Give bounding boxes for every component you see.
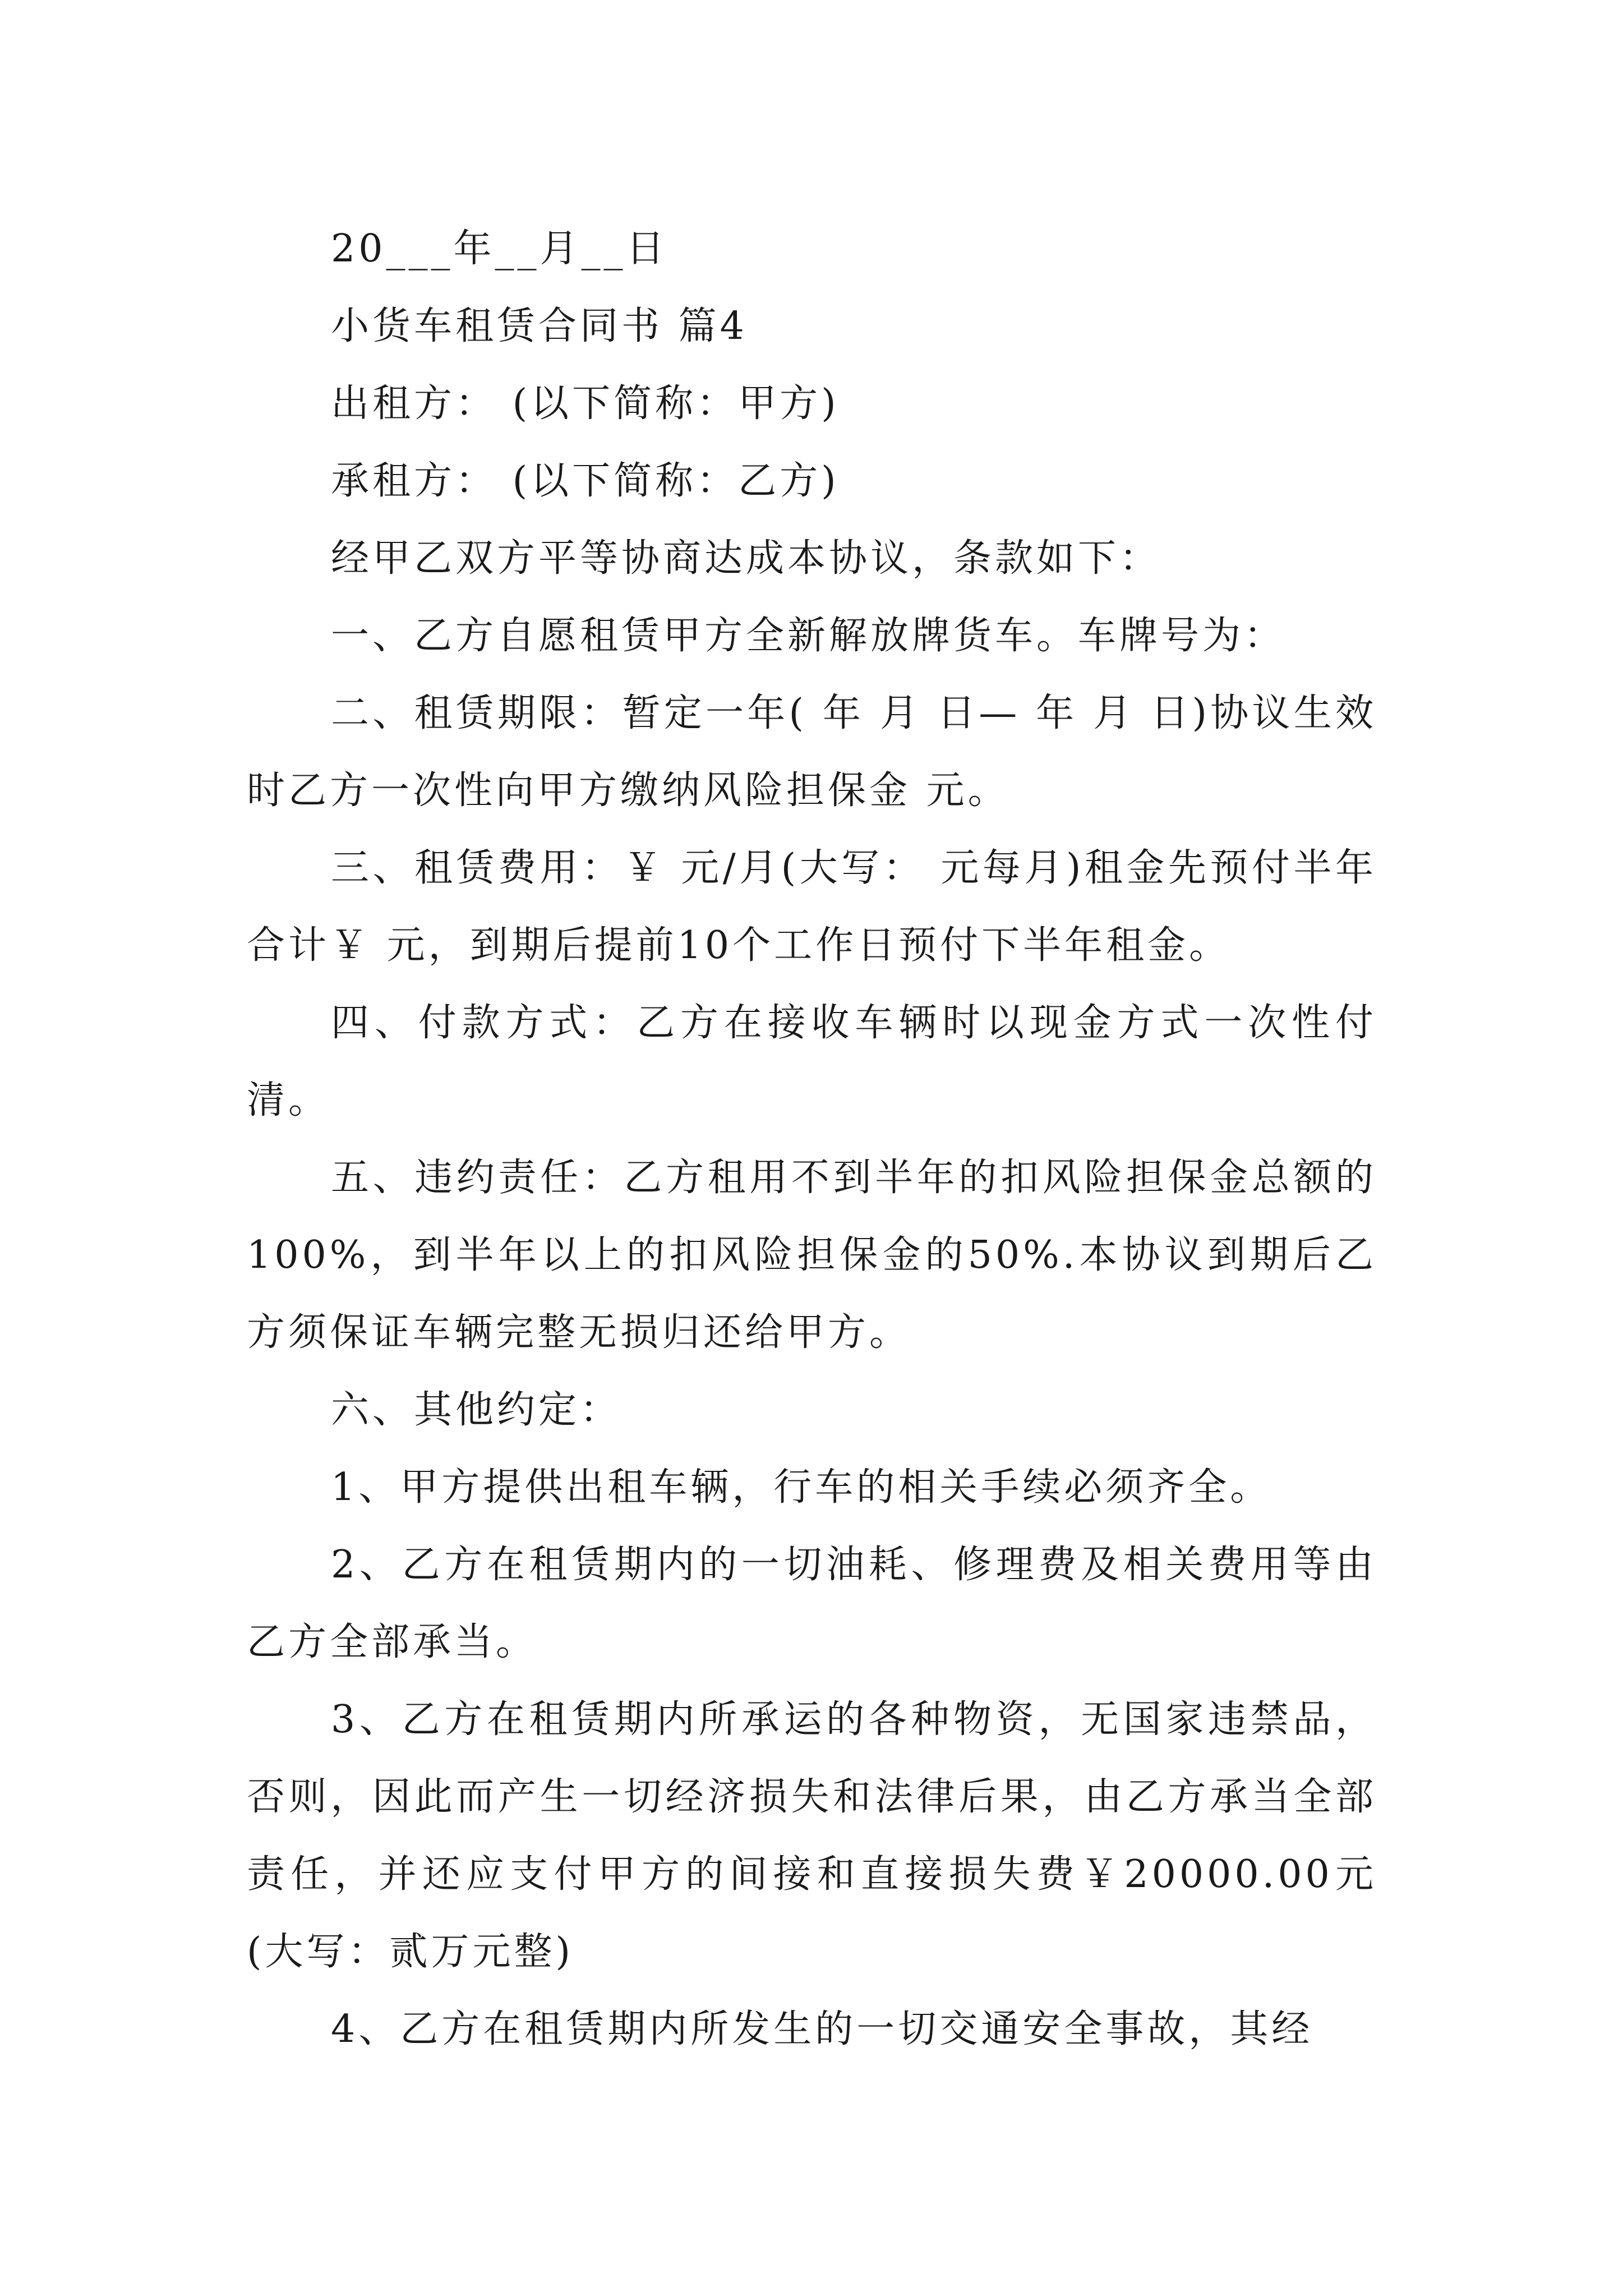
lessor-line: 出租方： (以下简称：甲方) xyxy=(331,381,840,426)
sub-clause-4: 4、乙方在租赁期内所发生的一切交通安全事故，其经 xyxy=(331,2007,1313,2051)
clause-4: 四、付款方式：乙方在接收车辆时以现金方式一次性付清。 xyxy=(247,1001,1377,1122)
sub-clause-1: 1、甲方提供出租车辆，行车的相关手续必须齐全。 xyxy=(331,1465,1272,1510)
clause-1: 一、乙方自愿租赁甲方全新解放牌货车。车牌号为： xyxy=(331,614,1286,658)
sub-clause-3: 3、乙方在租赁期内所承运的各种物资，无国家违禁品，否则，因此而产生一切经济损失和法律后果，由乙方承当全部责任，并还应支付甲方的间接和直接损失费￥20000.00元(大写：贰万元整) xyxy=(247,1697,1377,1974)
clause-5: 五、违约责任：乙方租用不到半年的扣风险担保金总额的100%，到半年以上的扣风险担保金的50%.本协议到期后乙方须保证车辆完整无损归还给甲方。 xyxy=(247,1156,1377,1355)
intro-paragraph: 经甲乙双方平等协商达成本协议，条款如下： xyxy=(331,536,1161,581)
lessee-line: 承租方： (以下简称：乙方) xyxy=(331,459,840,503)
clause-3: 三、租赁费用：￥ 元/月(大写： 元每月)租金先预付半年合计￥ 元，到期后提前10个工作日预付下半年租金。 xyxy=(247,846,1377,968)
date-line: 20___年__月__日 xyxy=(331,227,668,271)
clause-6-heading: 六、其他约定： xyxy=(331,1388,622,1432)
document-body xyxy=(247,210,1377,2068)
contract-title: 小货车租赁合同书 篇4 xyxy=(331,304,748,348)
clause-2: 二、租赁期限：暂定一年( 年 月 日— 年 月 日)协议生效时乙方一次性向甲方缴纳风险担保金 元。 xyxy=(247,691,1377,813)
sub-clause-2: 2、乙方在租赁期内的一切油耗、修理费及相关费用等由乙方全部承当。 xyxy=(247,1543,1377,1664)
